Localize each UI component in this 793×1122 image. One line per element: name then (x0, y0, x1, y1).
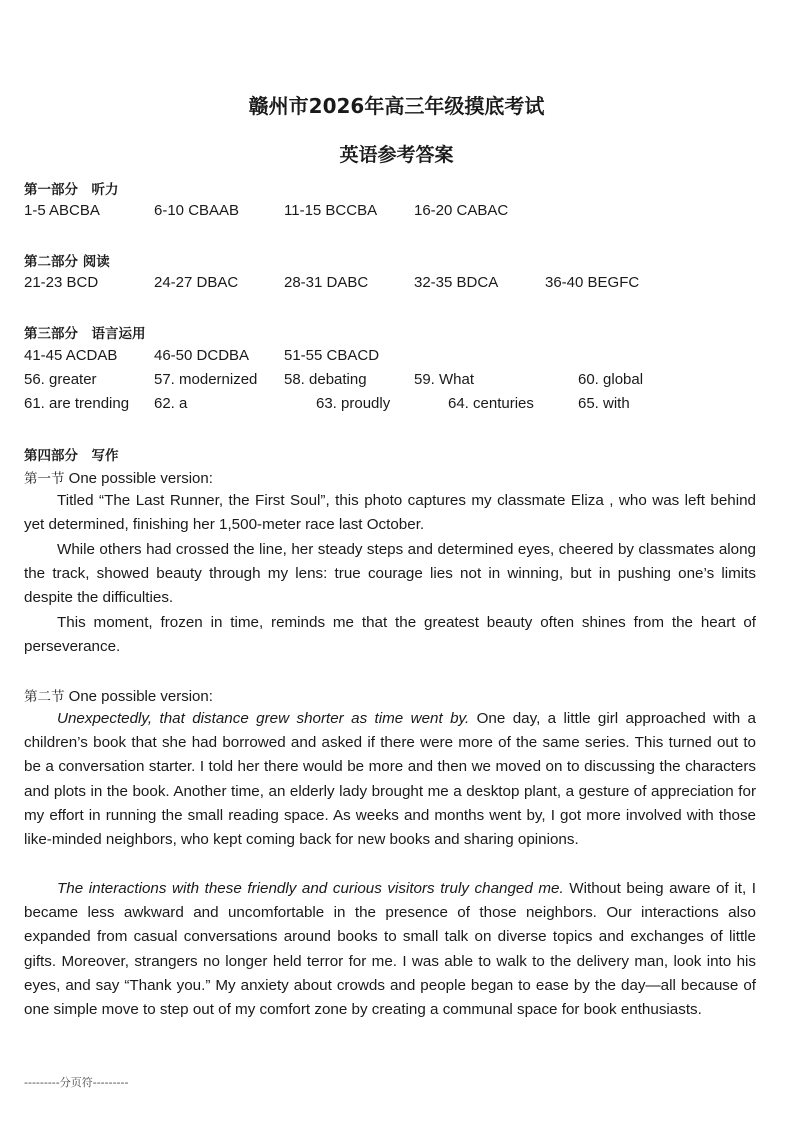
answer-item: 63. proudly (316, 395, 391, 412)
part3-answer-row-3 (0, 395, 793, 415)
answer-item: 57. modernized (154, 371, 258, 388)
answer-group: 24-27 DBAC (154, 274, 239, 291)
answer-item: 61. are trending (24, 395, 130, 412)
page-break-marker: ---------分页符--------- (24, 1076, 129, 1089)
answer-item: 62. a (154, 395, 188, 412)
answer-group: 16-20 CABAC (414, 202, 509, 219)
answer-group: 6-10 CBAAB (154, 202, 240, 219)
section2-label-cn: 第二节 (24, 689, 65, 705)
essay1-paragraph: While others had crossed the line, her steady steps and determined eyes, cheered by classmates along the track, showed beauty through my lens: true courage lies not in winning, but in pushing one’s limits despite the difficulties. (24, 541, 756, 607)
answer-group: 32-35 BDCA (414, 274, 499, 291)
part3-heading: 第三部分 语言运用 (24, 326, 146, 342)
part4-heading: 第四部分 写作 (24, 448, 119, 464)
answer-group: 11-15 BCCBA (284, 202, 378, 219)
part1-answer-row (0, 202, 793, 222)
exam-subtitle: 英语参考答案 (339, 144, 454, 166)
part2-answer-row (0, 274, 793, 294)
answer-item: 56. greater (24, 371, 97, 388)
essay2-body: One day, a little girl approached with a children’s book that she had borrowed and asked if there were more of the same series. This turned out to be a conversation starter. I told her there would be more and then we moved on to discussing the characters and plots in the book. Another time, an elderly lady brought me a desktop plant, a gesture of appreciation for my effort in running the small reading space. As weeks and months went by, I got more involved with those like-minded neighbors, who kept coming back for new books and sharing opinions. (24, 710, 756, 849)
essay2-paragraph-1 (24, 707, 756, 852)
answer-item: 59. What (414, 371, 475, 388)
section1-label (24, 467, 213, 487)
essay2-paragraph-2 (24, 877, 756, 1022)
part1-heading: 第一部分 听力 (24, 182, 119, 198)
essay1-paragraph: This moment, frozen in time, reminds me that the greatest beauty often shines from the heart of perseverance. (24, 614, 756, 656)
answer-item: 64. centuries (448, 395, 534, 412)
section2-label (24, 685, 213, 705)
answer-group: 36-40 BEGFC (545, 274, 640, 291)
essay2-body: Without being aware of it, I became less awkward and uncomfortable in the presence of those neighbors. Our interactions also expanded from casual conversations around books to small talk on diverse topics and exchanges of little gifts. Moreover, strangers no longer held terror for me. I was able to walk to the delivery man, look into his eyes, and say “Thank you.” My anxiety about crowds and people began to ease by the day—all because of one simple move to step out of my comfort zone by creating a communal space for book enthusiasts. (24, 880, 756, 1019)
answer-group: 46-50 DCDBA (154, 347, 250, 364)
answer-group: 1-5 ABCBA (24, 202, 100, 219)
answer-item: 60. global (578, 371, 644, 388)
section1-label-en: One possible version: (64, 470, 213, 487)
essay2-lead-sentence: Unexpectedly, that distance grew shorter as time went by. (57, 710, 470, 727)
part3-answer-row-2 (0, 371, 793, 391)
part3-answer-row-1 (0, 347, 793, 367)
exam-title: 赣州市2026年高三年级摸底考试 (248, 94, 545, 118)
section1-label-cn: 第一节 (24, 471, 65, 487)
answer-group: 51-55 CBACD (284, 347, 380, 364)
answer-group: 41-45 ACDAB (24, 347, 118, 364)
answer-item: 58. debating (284, 371, 367, 388)
answer-item: 65. with (578, 395, 630, 412)
answer-group: 28-31 DABC (284, 274, 369, 291)
section2-label-en: One possible version: (64, 688, 213, 705)
answer-group: 21-23 BCD (24, 274, 99, 291)
essay1-paragraph: Titled “The Last Runner, the First Soul”, this photo captures my classmate Eliza , who was left behind yet determined, finishing her 1,500-meter race last October. (24, 492, 756, 534)
essay2-lead-sentence: The interactions with these friendly and curious visitors truly changed me. (57, 880, 564, 897)
part2-heading: 第二部分 阅读 (24, 254, 110, 270)
